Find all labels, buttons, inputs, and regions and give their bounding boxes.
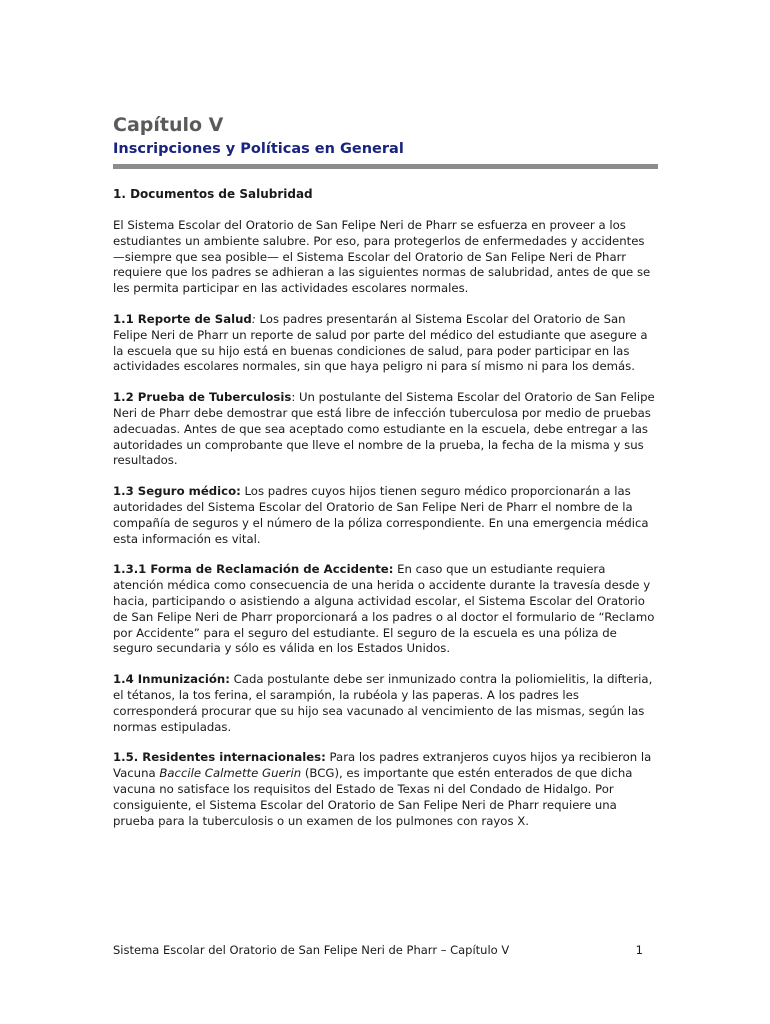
paragraph-lead: 1.1 Reporte de Salud [113,311,252,326]
vaccine-name: Baccile Calmette Guerin [159,766,302,781]
paragraph-lead: 1.4 Inmunización: [113,672,230,687]
document-body [113,186,658,844]
paragraph-text: Los padres presentarán al Sistema Escolar del Oratorio de San Felipe Neri de Pharr un reporte de salud por parte del médico del estudiante que asegure a la escuela que su hijo está en buenas condiciones de salud, para poder participar en las actividades escolares normales, sin que haya peligro ni para sí mismo ni para los demás. [113,311,648,374]
paragraph-tuberculosis [113,390,658,469]
chapter-subtitle: Inscripciones y Políticas en General [113,141,404,157]
paragraph-text: Cada postulante debe ser inmunizado contra la poliomielitis, la difteria, el tétanos, la tos ferina, el sarampión, la rubéola y las paperas. A los padres les corresponderá procurar que su hijo sea vacunado al vencimiento de las mismas, según las normas estipuladas. [113,672,653,734]
section-heading: 1. Documentos de Salubridad [113,187,313,201]
paragraph-seguro-medico [113,484,658,547]
chapter-title: Capítulo V [113,114,224,136]
paragraph-text-before: Para los padres extranjeros cuyos hijos ya recibieron la Vacuna [113,750,652,781]
paragraph-residentes [113,750,658,829]
paragraph-text: Un postulante del Sistema Escolar del Oratorio de San Felipe Neri de Pharr debe demostrar que está libre de infección tuberculosa por medio de pruebas adecuadas. Antes de que sea aceptado como estudiante en la escuela, debe entregar a las autoridades un comprobante que lleve el nombre de la prueba, la fecha de la misma y sus resultados. [113,390,655,468]
paragraph-separator: : [251,311,256,326]
paragraph-lead: 1.2 Prueba de Tuberculosis [113,390,292,405]
paragraph-lead: 1.5. Residentes internacionales: [113,750,326,765]
paragraph-text-after: (BCG), es importante que estén enterados de que dicha vacuna no satisface los requisitos del Estado de Texas ni del Condado de Hidalgo. Por consiguiente, el Sistema Escolar del Oratorio de San Felipe Neri de Pharr requiere una prueba para la tuberculosis o un examen de los pulmones con rayos X. [113,766,633,828]
paragraph-inmunizacion [113,672,658,735]
page-footer [113,943,643,957]
paragraph-reporte-salud [113,312,658,375]
paragraph-separator: : [291,390,299,405]
paragraph-text: Los padres cuyos hijos tienen seguro médico proporcionarán a las autoridades del Sistema Escolar del Oratorio de San Felipe Neri de Pharr el nombre de la compañía de seguros y el número de la póliza correspondiente. En una emergencia médica esta información es vital. [113,484,649,546]
paragraph-reclamacion [113,562,658,657]
header-divider [113,164,658,169]
paragraph-text: En caso que un estudiante requiera atención médica como consecuencia de una herida o accidente durante la travesía desde y hacia, participando o asistiendo a alguna actividad escolar, el Sistema Escolar del Oratorio de San Felipe Neri de Pharr proporcionará a los padres o al doctor el formulario de “Reclamo por Accidente” para el seguro del estudiante. El seguro de la escuela es una póliza de seguro secundaria y sólo es válida en los Estados Unidos. [113,562,655,656]
footer-text: Sistema Escolar del Oratorio de San Felipe Neri de Pharr – Capítulo V [113,943,510,957]
chapter-header [113,112,658,159]
page-number: 1 [635,943,643,957]
paragraph-lead: 1.3 Seguro médico: [113,484,241,499]
paragraph-lead: 1.3.1 Forma de Reclamación de Accidente: [113,562,394,577]
intro-paragraph: El Sistema Escolar del Oratorio de San Felipe Neri de Pharr se esfuerza en proveer a los estudiantes un ambiente salubre. Por eso, para protegerlos de enfermedades y accidentes —siempre que sea posible— el Sistema Escolar del Oratorio de San Felipe Neri de Pharr requiere que los padres se adhieran a las siguientes normas de salubridad, antes de que se les permita participar en las actividades escolares normales. [113,218,651,296]
